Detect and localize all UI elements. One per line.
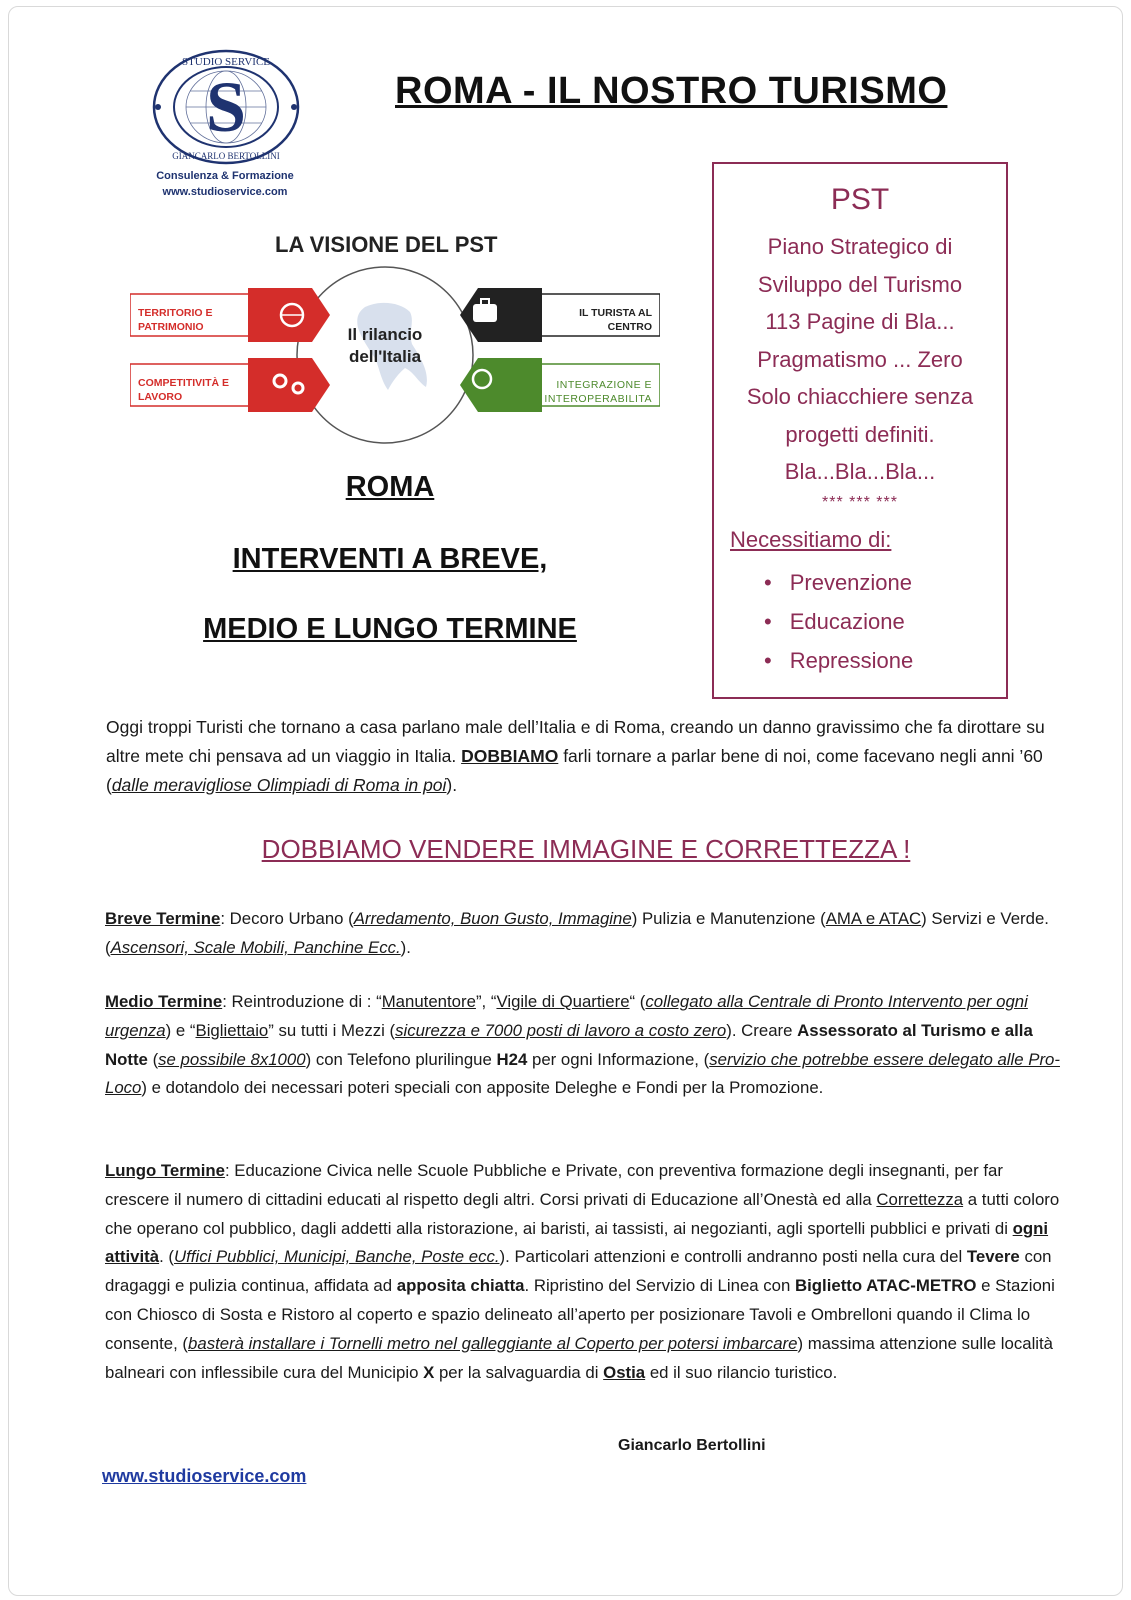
pst-need-label: Prevenzione xyxy=(789,569,913,595)
breve-text: : Decoro Urbano ( xyxy=(220,909,354,928)
medio-text: “ ( xyxy=(629,992,646,1011)
medio-underline: Vigile di Quartiere xyxy=(496,992,630,1011)
logo-ring-top: STUDIO SERVICE xyxy=(181,56,271,68)
lungo-bold-underline: Ostia xyxy=(603,1362,646,1382)
intro-paragraph xyxy=(106,713,1066,800)
pst-line: progetti definiti. xyxy=(785,421,935,447)
pst-need-item: • Educazione xyxy=(764,608,905,634)
medio-paragraph xyxy=(105,988,1067,1103)
logo-ring-bottom: GIANCARLO BERTOLLINI xyxy=(172,151,280,161)
medio-text: ( xyxy=(152,1049,159,1069)
intro-text: Oggi troppi Turisti che tornano a casa parlano male dell’Italia e di Roma, creando un danno gravissimo che fa dirottare su altre mete chi pensava ad un viaggio in Italia. xyxy=(106,717,1045,766)
visione-item-competitivita xyxy=(138,376,229,404)
breve-text: ) Pulizia e Manutenzione ( xyxy=(631,909,826,928)
roma-heading: ROMA xyxy=(345,471,435,503)
visione-item-turista xyxy=(579,306,652,334)
breve-italic: Arredamento, Buon Gusto, Immagine xyxy=(353,909,632,928)
lungo-bold: Biglietto ATAC-METRO xyxy=(795,1276,977,1296)
medio-italic: servizio che potrebbe essere delegato alle Pro-Loco xyxy=(105,1049,1060,1098)
pst-line: Pragmatismo ... Zero xyxy=(757,346,963,372)
pst-line: Solo chiacchiere senza xyxy=(746,384,974,409)
medio-text: ”, “ xyxy=(475,992,497,1011)
logo-tagline: Consulenza & Formazione xyxy=(156,170,294,182)
medio-text: ) e “ xyxy=(165,1020,196,1040)
medio-text: ) e dotandolo dei necessari poteri speciali con apposite Deleghe e Fondi per la Promozione. xyxy=(141,1078,824,1098)
turista-tag-bg xyxy=(460,288,542,342)
visione-item-integrazione xyxy=(544,378,652,406)
medio-text: ). Creare xyxy=(726,1020,793,1040)
medio-text: : Reintroduzione di : “ xyxy=(222,992,382,1011)
intro-text: farli tornare a parlar bene di noi, come facevano negli anni ’60 ( xyxy=(106,746,1043,795)
logo-website: www.studioservice.com xyxy=(162,186,288,198)
visione-diagram xyxy=(130,262,660,452)
medio-bold: H24 xyxy=(496,1049,528,1069)
breve-label: Breve Termine xyxy=(105,909,221,928)
pst-line: Piano Strategico di xyxy=(767,234,953,259)
lungo-bold: X xyxy=(423,1362,435,1382)
medio-text: ) con Telefono plurilingue xyxy=(305,1049,492,1069)
lungo-text: . Ripristino del Servizio di Linea con xyxy=(524,1276,791,1296)
lungo-text: per la salvaguardia di xyxy=(438,1362,599,1382)
medio-underline: Bigliettaio xyxy=(195,1020,269,1040)
visione-item-line: COMPETITIVITÀ E xyxy=(138,377,230,389)
lungo-text: ) massima attenzione sulle località balneari con inflessibile cura del Municipio xyxy=(105,1333,1054,1382)
breve-text: ). xyxy=(400,937,411,957)
breve-underline: AMA e ATAC xyxy=(825,909,922,928)
termine-heading: MEDIO E LUNGO TERMINE xyxy=(203,613,577,645)
lungo-text: ed il suo rilancio turistico. xyxy=(649,1362,838,1382)
pst-stars: *** *** *** xyxy=(822,493,898,511)
lungo-label: Lungo Termine xyxy=(105,1161,225,1180)
lungo-text: : Educazione Civica nelle Scuole Pubbliche e Private, con preventiva formazione degli insegnanti, per far crescere il numero di cittadini educati al rispetto degli altri. Corsi privati di Educazione all’Onestà ed alla xyxy=(105,1161,1003,1209)
lungo-bold: Tevere xyxy=(966,1247,1020,1267)
visione-item-line: LAVORO xyxy=(138,391,183,403)
footer-website-link[interactable]: www.studioservice.com xyxy=(102,1466,307,1486)
page-title: ROMA - IL NOSTRO TURISMO xyxy=(395,70,948,112)
logo-initial: S xyxy=(205,67,247,147)
visione-item-line: INTEGRAZIONE E xyxy=(556,379,652,391)
medio-text: per ogni Informazione, ( xyxy=(531,1049,710,1069)
intro-text: ). xyxy=(446,775,458,795)
pst-needs-heading: Necessitiamo di: xyxy=(730,526,892,552)
pst-title: PST xyxy=(830,183,890,216)
pst-line: Sviluppo del Turismo xyxy=(757,271,963,297)
pst-need-label: Educazione xyxy=(789,608,905,634)
lungo-bold-underline: ogni attività xyxy=(105,1218,1049,1267)
pst-lines xyxy=(714,228,1006,491)
intro-emph: DOBBIAMO xyxy=(461,746,559,766)
medio-italic: collegato alla Centrale di Pronto Intervento per ogni urgenza xyxy=(105,992,1028,1040)
suitcase-icon xyxy=(473,304,497,322)
lungo-italic: Uffici Pubblici, Municipi, Banche, Poste ecc. xyxy=(174,1247,500,1267)
medio-underline: Manutentore xyxy=(381,992,476,1011)
pst-need-item: • Prevenzione xyxy=(764,569,913,595)
medio-italic: se possibile 8x1000 xyxy=(158,1049,306,1069)
lungo-text: . ( xyxy=(159,1247,175,1267)
breve-text: ) Servizi e Verde. ( xyxy=(105,909,1049,957)
pst-needs-list xyxy=(714,563,1006,680)
visione-title: LA VISIONE DEL PST xyxy=(275,232,498,257)
visione-item-line: CENTRO xyxy=(607,321,652,333)
lungo-bold: apposita chiatta xyxy=(396,1276,525,1296)
signature: Giancarlo Bertollini xyxy=(618,1437,766,1454)
pst-need-label: Repressione xyxy=(789,647,914,673)
breve-paragraph xyxy=(105,905,1067,963)
lungo-text: ). Particolari attenzioni e controlli andranno posti nella cura del xyxy=(499,1247,963,1267)
medio-label: Medio Termine xyxy=(105,992,223,1011)
company-logo xyxy=(150,47,302,173)
medio-text: ” su tutti i Mezzi ( xyxy=(268,1020,396,1040)
visione-item-line: INTEROPERABILITA xyxy=(544,393,652,405)
pst-box xyxy=(712,162,1008,699)
intro-italic: dalle meravigliose Olimpiadi di Roma in poi xyxy=(111,775,447,795)
visione-center-text xyxy=(335,324,435,368)
interventi-heading: INTERVENTI A BREVE, xyxy=(232,543,548,575)
pst-need-item: • Repressione xyxy=(764,647,914,673)
visione-item-line: PATRIMONIO xyxy=(138,321,204,333)
lungo-underline: Correttezza xyxy=(876,1189,964,1209)
lungo-italic: basterà installare i Tornelli metro nel galleggiante al Coperto per potersi imbarcare xyxy=(188,1333,798,1353)
lungo-text: a tutti coloro che operano col pubblico, dagli addetti alla ristorazione, ai baristi, ai tassisti, ai negozianti, agli sportelli pubblici e privati di xyxy=(105,1189,1060,1238)
visione-center-line: Il rilancio xyxy=(347,325,423,344)
logo-emblem xyxy=(150,47,302,173)
medio-italic: sicurezza e 7000 posti di lavoro a costo zero xyxy=(395,1020,727,1040)
visione-item-line: IL TURISTA AL xyxy=(579,307,652,319)
lungo-text: con dragaggi e pulizia continua, affidata ad xyxy=(105,1247,1052,1296)
slogan: DOBBIAMO VENDERE IMMAGINE E CORRETTEZZA ! xyxy=(261,834,911,864)
lungo-paragraph xyxy=(105,1157,1067,1387)
lungo-text: e Stazioni con Chiosco di Sosta e Ristoro al coperto e spazio delineato all’aperto per posizionare Tavoli e Ombrelloni quando il Clima lo consente, ( xyxy=(105,1276,1055,1353)
pst-line: 113 Pagine di Bla... xyxy=(765,309,955,334)
breve-italic: Ascensori, Scale Mobili, Panchine Ecc. xyxy=(110,937,401,957)
visione-item-territorio xyxy=(138,306,212,334)
medio-bold: Assessorato al Turismo e alla Notte xyxy=(105,1020,1033,1069)
visione-item-line: TERRITORIO E xyxy=(138,307,213,319)
visione-center-line: dell'Italia xyxy=(348,347,422,366)
pst-line: Bla...Bla...Bla... xyxy=(784,459,936,484)
